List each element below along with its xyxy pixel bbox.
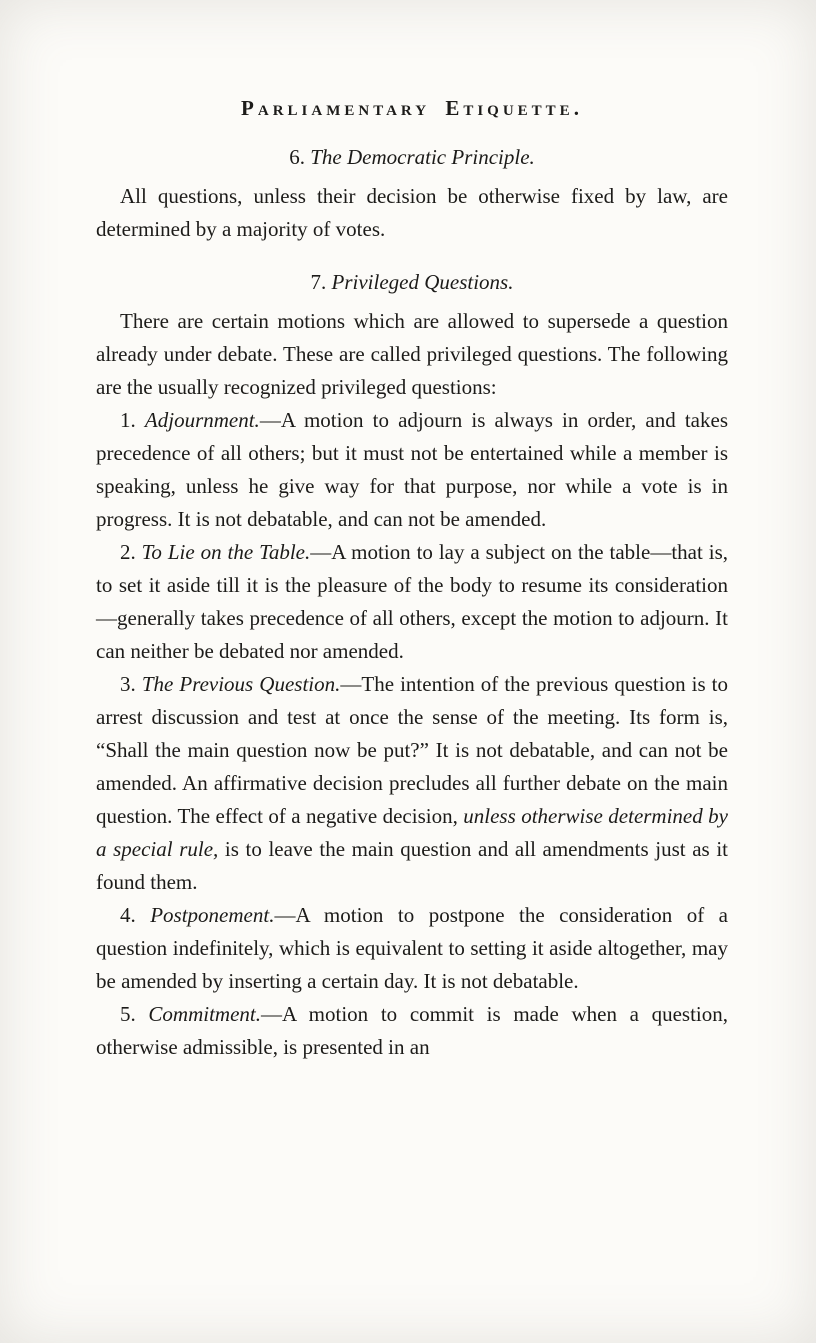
item-3-term: The Previous Question. (141, 672, 341, 696)
item-5-number: 5. (120, 1002, 136, 1026)
item-5-text: —A motion to commit is made when a question, otherwise admissible, is presented in an (96, 1002, 728, 1059)
item-2-term: To Lie on the Table. (141, 540, 311, 564)
section-6-heading (96, 145, 728, 170)
privileged-item-2 (96, 536, 728, 668)
section-7-heading (96, 270, 728, 295)
item-4-number: 4. (120, 903, 136, 927)
item-4-text: —A motion to postpone the consideration of a question indefinitely, which is equivalent to setting it aside altogether, may be amended by inserting a certain day. It is not debatable. (96, 903, 728, 993)
section-6-paragraph: All questions, unless their decision be otherwise fixed by law, are determined by a majority of votes. (96, 184, 728, 241)
section-7-number: 7. (310, 270, 327, 294)
running-header: Parliamentary Etiquette. (241, 96, 583, 120)
item-1-number: 1. (120, 408, 136, 432)
privileged-item-4 (96, 899, 728, 998)
item-1-term: Adjournment. (144, 408, 260, 432)
item-3-number: 3. (120, 672, 136, 696)
item-5-term: Commitment. (148, 1002, 261, 1026)
section-7-title: Privileged Questions. (331, 270, 514, 294)
item-3-text-continued: is to leave the main question and all amendments just as it found them. (96, 837, 728, 894)
privileged-item-5 (96, 998, 728, 1064)
section-6-title: The Democratic Principle. (310, 145, 535, 169)
privileged-item-3 (96, 668, 728, 899)
section-7-intro: There are certain motions which are allowed to supersede a question already under debate. These are called privileged questions. The following are the usually recognized privileged questions: (96, 309, 728, 399)
item-1-text: —A motion to adjourn is always in order, and takes precedence of all others; but it must not be entertained while a member is speaking, unless he give way for that purpose, nor while a vote is in progress. It is not debatable, and can not be amended. (96, 408, 728, 531)
item-2-text: —A motion to lay a subject on the table—that is, to set it aside till it is the pleasure of the body to resume its consideration—generally takes precedence of all others, except the motion to adjourn. It can neither be debated nor amended. (96, 540, 728, 663)
item-4-term: Postponement. (150, 903, 275, 927)
privileged-item-1 (96, 404, 728, 536)
item-2-number: 2. (120, 540, 136, 564)
item-3-italic-clause: unless otherwise determined by a special rule, (96, 804, 729, 861)
item-3-text: —The intention of the previous question is to arrest discussion and test at once the sense of the meeting. Its form is, “Shall the main question now be put?” It is not debatable, and can not be amended. An affirmative decision precludes all further debate on the main question. The effect of a negative decision, (96, 672, 729, 828)
section-6-number: 6. (289, 145, 305, 169)
